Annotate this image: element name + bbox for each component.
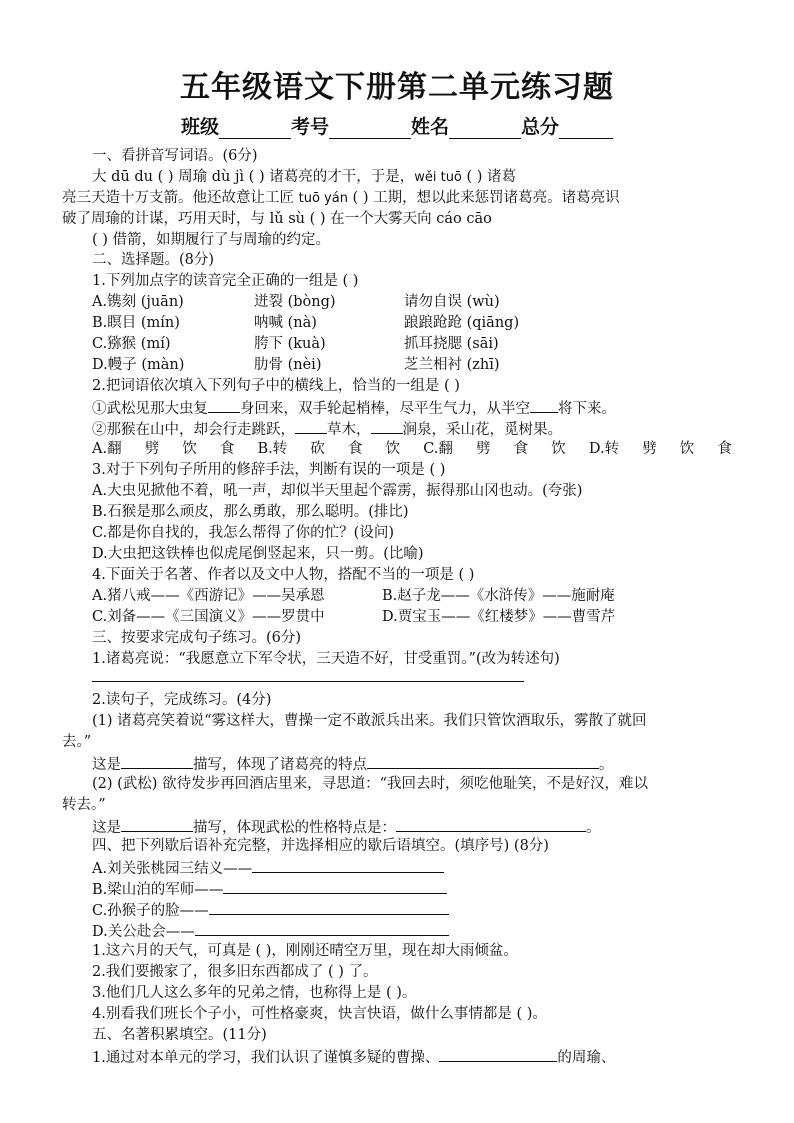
- xiehouyu-b: B.梁山泊的军师——: [92, 878, 752, 900]
- section-1-line-2: 亮三天造十万支箭。他还故意让工匠 tuō yán ( ) 工期，想以此来惩罚诸葛亮。诸葛亮识: [62, 190, 620, 206]
- section-1-line-4: ( ) 借箭，如期履行了与周瑜的约定。: [92, 232, 331, 248]
- q4-fill-4: 4.别看我们班长个子小，可性格豪爽，快言快语，做什么事情都是 ( )。: [92, 1006, 547, 1022]
- exam-no-label: 考号: [290, 116, 329, 138]
- section-1-line-3: 破了周瑜的计谋，巧用天时，与 lǔ sù ( ) 在一个大雾天向 cáo cāo: [62, 211, 492, 227]
- q3-2-1-answer: 这是 描写，体现了诸葛亮的特点 。: [92, 753, 752, 775]
- section-3-heading: 三、按要求完成句子练习。(6分): [92, 630, 302, 646]
- section-4-heading: 四、把下列歇后语补充完整，并选择相应的歇后语填空。(填序号) (8分): [92, 838, 549, 854]
- q2-3-option-d: D.大虫把这铁棒也似虎尾倒竖起来，只一剪。(比喻): [92, 546, 424, 562]
- section-2-heading: 二、选择题。(8分): [92, 252, 215, 268]
- xiehouyu-c: C.孙猴子的脸——: [92, 899, 752, 921]
- q3-2-1-line-b: 去。”: [62, 734, 92, 750]
- exam-no-blank[interactable]: [329, 120, 411, 139]
- section-1-heading: 一、看拼音写词语。(6分): [92, 148, 258, 164]
- student-info-line: [0, 112, 794, 139]
- q2-2-stem: 2.把词语依次填入下列句子中的横线上，恰当的一组是 ( ): [92, 378, 460, 394]
- name-label: 姓名: [411, 116, 450, 138]
- q3-2-2-answer: 这是 描写，体现武松的性格特点是： 。: [92, 816, 752, 838]
- section-5-heading: 五、名著积累填空。(11分): [92, 1027, 267, 1043]
- q4-fill-3: 3.他们几人这么多年的兄弟之情，也称得上是 ( )。: [92, 985, 417, 1001]
- q2-3-option-a: A.大虫见掀他不着，吼一声，却似半天里起个霹雳，振得那山冈也动。(夸张): [92, 483, 583, 499]
- q2-4-options-cd: C.刘备——《三国演义》——罗贯中 D.贾宝玉——《红楼梦》——曹雪芹: [92, 609, 616, 625]
- q2-1-row-c: C.猕猴 (mí) 胯下 (kuà) 抓耳挠腮 (sāi): [92, 336, 499, 352]
- q2-4-options-ab: A.猪八戒——《西游记》——吴承恩 B.赵子龙——《水浒传》——施耐庵: [92, 588, 615, 604]
- q2-1-row-a: A.镌刻 (juān) 迸裂 (bòng) 请勿自误 (wù): [92, 294, 500, 310]
- q3-2-stem: 2.读句子，完成练习。(4分): [92, 692, 272, 708]
- class-blank[interactable]: [219, 120, 291, 139]
- q2-4-stem: 4.下面关于名著、作者以及文中人物，搭配不当的一项是 ( ): [92, 567, 475, 583]
- name-blank[interactable]: [449, 120, 521, 139]
- q4-fill-2: 2.我们要搬家了，很多旧东西都成了 ( ) 了。: [92, 964, 378, 980]
- score-blank[interactable]: [559, 120, 613, 139]
- q2-2-sentence-1: ①武松见那大虫复 身回来，双手轮起梢棒，尽平生气力，从半空 将下来。: [92, 397, 752, 419]
- q3-2-2-line-a: (2) (武松) 欲待发步再回酒店里来，寻思道：“我回去时，须吃他耻笑，不是好汉，难以: [92, 776, 648, 792]
- score-label: 总分: [521, 116, 560, 138]
- q4-fill-1: 1.这六月的天气，可真是 ( )，刚刚还晴空万里，现在却大雨倾盆。: [92, 943, 518, 959]
- q2-1-stem: 1.下列加点字的读音完全正确的一组是 ( ): [92, 273, 359, 289]
- q2-3-option-c: C.都是你自找的，我怎么帮得了你的忙？(设问): [92, 525, 394, 541]
- xiehouyu-d: D.关公赴会——: [92, 920, 752, 942]
- xiehouyu-a: A.刘关张桃园三结义——: [92, 857, 752, 879]
- class-label: 班级: [180, 116, 219, 138]
- section-1-line-1: 大 dū du ( ) 周瑜 dù jì ( ) 诸葛亮的才干，于是，wěi tuō ( ) 诸葛: [92, 169, 517, 185]
- q2-1-row-d: D.幔子 (màn) 肋骨 (nèi) 芝兰相衬 (zhī): [92, 357, 500, 373]
- page-title: 五年级语文下册第二单元练习题: [180, 70, 614, 105]
- q3-2-2-line-b: 转去。”: [62, 797, 106, 813]
- q2-2-options: A.翻 劈 饮 食 B.转 砍 食 饮 C.翻 劈 食 饮 D.转 劈 饮 食: [92, 441, 732, 457]
- q3-2-1-line-a: (1) 诸葛亮笑着说“雾这样大，曹操一定不敢派兵出来。我们只管饮酒取乐，雾散了就回: [92, 713, 647, 729]
- q2-2-sentence-2: ②那猴在山中，却会行走跳跃， 草木， 涧泉，采山花，觅树果。: [92, 418, 752, 440]
- q2-3-option-b: B.石猴是那么顽皮，那么勇敢，那么聪明。(排比): [92, 504, 409, 520]
- q3-1-answer-line[interactable]: [92, 681, 524, 682]
- q5-1-line: 1.通过对本单元的学习，我们认识了谨慎多疑的曹操、 的周瑜、: [92, 1046, 752, 1068]
- q2-3-stem: 3.对于下列句子所用的修辞手法，判断有误的一项是 ( ): [92, 462, 446, 478]
- q3-1-stem: 1.诸葛亮说：“我愿意立下军令状，三天造不好，甘受重罚。”(改为转述句): [92, 651, 560, 667]
- q2-1-row-b: B.瞑目 (mín) 呐喊 (nà) 踉踉跄跄 (qiāng): [92, 315, 520, 331]
